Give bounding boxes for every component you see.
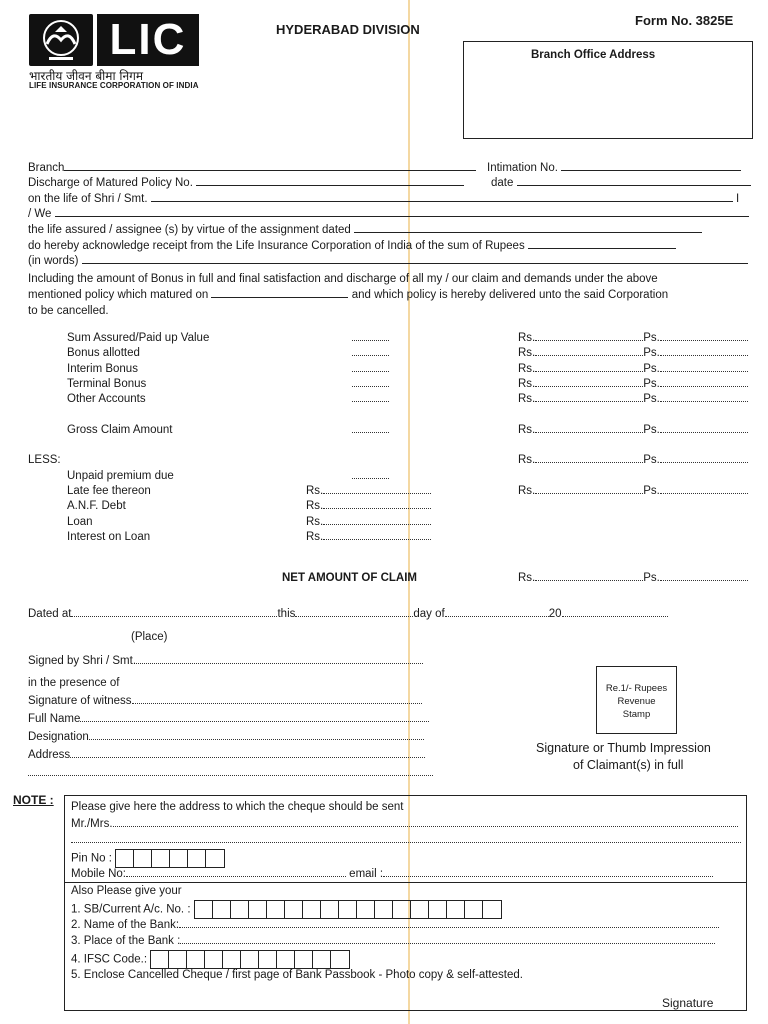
rs-ps-row: Rs. Ps. [518, 363, 748, 375]
dated-at-label: Dated at [28, 608, 72, 620]
lic-english-name: LIFE INSURANCE CORPORATION OF INDIA [29, 81, 199, 90]
rs-ps-row: Rs. Ps. [518, 424, 748, 436]
assured-label: the life assured / assignee (s) by virtue of the assignment dated [28, 224, 351, 236]
ifsc-line [71, 950, 350, 969]
dated-at-field[interactable] [71, 608, 277, 617]
bank-name-field[interactable] [179, 919, 719, 928]
gross-claim-label: Gross Claim Amount [67, 424, 173, 436]
rs-ps-row: Rs. Ps. [518, 332, 748, 344]
address-line [28, 749, 425, 761]
bank-place-field[interactable] [180, 935, 715, 944]
rs-field[interactable] [535, 393, 643, 402]
rs-field[interactable] [535, 485, 643, 494]
matured-line [28, 289, 668, 301]
signature-label: Signature [662, 996, 714, 1010]
acknowledge-label: do hereby acknowledge receipt from the Life Insurance Corporation of India of the sum of Rupees [28, 240, 525, 252]
life-of-line [28, 193, 739, 205]
ps-field[interactable] [660, 332, 748, 341]
account-number-boxes[interactable] [194, 900, 502, 919]
note-label: NOTE : [13, 793, 54, 807]
sb-account-line [71, 900, 502, 919]
claimant-signature-label-2: of Claimant(s) in full [573, 758, 684, 772]
bank-name-label: 2. Name of the Bank: [71, 919, 180, 931]
we-label: / We [28, 208, 52, 220]
rs-field[interactable] [535, 572, 643, 581]
lic-logo-text: LIC [97, 14, 199, 66]
amount-item: Sum Assured/Paid up Value [67, 332, 210, 344]
note-divider [64, 882, 747, 883]
branch-office-label: Branch Office Address [531, 49, 656, 61]
including-text: Including the amount of Bonus in full and final satisfaction and discharge of all my / our claim and demands under the above [28, 273, 658, 285]
date-field[interactable] [517, 177, 751, 186]
net-amount-label: NET AMOUNT OF CLAIM [282, 572, 418, 584]
rs-ps-row: Rs. Ps. [518, 572, 748, 584]
witness-field[interactable] [132, 695, 422, 704]
enclose-instruction: 5. Enclose Cancelled Cheque / first page of Bank Passbook - Photo copy & self-attested. [71, 969, 523, 981]
rs-ps-row: Rs. Ps. [518, 454, 748, 466]
branch-field[interactable] [64, 162, 476, 171]
this-label: this [277, 608, 296, 620]
matured-on-label: mentioned policy which matured on [28, 289, 209, 301]
deduction-rs: Rs. [306, 485, 431, 497]
day-of-field[interactable] [445, 608, 549, 617]
life-of-label: on the life of Shri / Smt. [28, 193, 148, 205]
mobile-line [71, 868, 713, 880]
year-prefix: 20 [548, 608, 562, 620]
branch-line [28, 162, 476, 174]
rs-field[interactable] [535, 454, 643, 463]
assured-line [28, 224, 702, 236]
witness-label: Signature of witness [28, 695, 132, 707]
amount-mid-dots [352, 332, 389, 344]
branch-label: Branch [28, 162, 65, 174]
rs-field[interactable] [535, 378, 643, 387]
amount-item: Other Accounts [67, 393, 146, 405]
life-of-suffix: I [735, 193, 740, 205]
date-label: date [491, 177, 514, 189]
intimation-label: Intimation No. [487, 162, 558, 174]
in-words-field[interactable] [82, 255, 748, 264]
full-name-line [28, 713, 429, 725]
discharge-line [28, 177, 464, 189]
full-name-label: Full Name [28, 713, 81, 725]
email-field[interactable] [383, 868, 713, 877]
lic-logo [29, 14, 199, 66]
designation-field[interactable] [89, 731, 424, 740]
amount-mid-dots [352, 347, 389, 359]
amount-item: Interim Bonus [67, 363, 138, 375]
stamp-text: Stamp [622, 709, 651, 720]
deduction-rs: Rs. [306, 500, 431, 512]
amount-mid-dots [352, 393, 389, 405]
ps-field[interactable] [660, 454, 748, 463]
rs-field[interactable] [535, 363, 643, 372]
delivered-label: and which policy is hereby delivered unto the said Corporation [351, 289, 669, 301]
mobile-field[interactable] [126, 868, 346, 877]
sb-account-label: 1. SB/Current A/c. No. : [71, 903, 191, 916]
deduction-item: Loan [67, 516, 93, 528]
cancelled-text: to be cancelled. [28, 305, 109, 317]
rs-ps-row: Rs. Ps. [518, 347, 748, 359]
bank-place-line [71, 935, 715, 947]
pin-line [71, 849, 225, 868]
address-line-2 [28, 767, 433, 779]
acknowledge-line [28, 240, 676, 252]
stamp-text: Re.1/- Rupees [605, 683, 668, 694]
amount-mid-dots [352, 363, 389, 375]
year-field[interactable] [562, 608, 668, 617]
ps-field[interactable] [660, 572, 748, 581]
presence-label: in the presence of [28, 677, 120, 689]
form-number: Form No. 3825E [635, 13, 734, 28]
address-label: Address [28, 749, 71, 761]
less-label: LESS: [28, 454, 61, 466]
ifsc-label: 4. IFSC Code.: [71, 953, 148, 966]
deduction-rs-field[interactable] [323, 516, 431, 525]
dated-line [28, 608, 668, 620]
policy-no-field[interactable] [196, 177, 464, 186]
deduction-rs-field[interactable] [323, 500, 431, 509]
deduction-item: Interest on Loan [67, 531, 151, 543]
day-of-label: day of [413, 608, 445, 620]
we-line [28, 208, 749, 220]
lic-emblem-icon [29, 14, 93, 66]
signed-by-field[interactable] [136, 655, 423, 664]
assignment-date-field[interactable] [354, 224, 702, 233]
designation-line [28, 731, 424, 743]
address-field-2[interactable] [28, 767, 433, 776]
deduction-item: Late fee thereon [67, 485, 151, 497]
rs-ps-row: Rs. Ps. [518, 378, 748, 390]
in-words-label: (in words) [28, 255, 79, 267]
amount-item: Terminal Bonus [67, 378, 147, 390]
pin-label: Pin No : [71, 852, 112, 865]
address-field[interactable] [70, 749, 425, 758]
ps-field[interactable] [660, 378, 748, 387]
designation-label: Designation [28, 731, 89, 743]
address-field[interactable] [71, 834, 741, 843]
claimant-signature-label: Signature or Thumb Impression [536, 741, 711, 755]
revenue-stamp-box[interactable] [596, 666, 677, 734]
intimation-field[interactable] [561, 162, 741, 171]
ps-field[interactable] [660, 347, 748, 356]
intimation-line [487, 162, 741, 174]
email-label: email : [349, 868, 384, 880]
address-dotted-line [71, 834, 741, 846]
deduction-item: A.N.F. Debt [67, 500, 126, 512]
rupees-field[interactable] [528, 240, 676, 249]
rs-ps-row: Rs. Ps. [518, 393, 748, 405]
full-name-field[interactable] [80, 713, 429, 722]
bank-place-label: 3. Place of the Bank : [71, 935, 181, 947]
matured-on-field[interactable] [211, 289, 348, 298]
rs-field[interactable] [535, 332, 643, 341]
amount-mid-dots [352, 470, 389, 482]
deduction-rs-field[interactable] [323, 531, 431, 540]
address-prompt: Please give here the address to which the cheque should be sent [71, 801, 404, 813]
rs-field[interactable] [535, 424, 643, 433]
signed-by-line [28, 655, 423, 667]
this-field[interactable] [295, 608, 413, 617]
ifsc-input-boxes[interactable] [150, 950, 350, 969]
signed-by-label: Signed by Shri / Smt. [28, 655, 137, 667]
stamp-text: Revenue [617, 696, 656, 707]
mr-mrs-line [71, 818, 738, 830]
witness-line [28, 695, 422, 707]
deduction-rs-field[interactable] [323, 485, 431, 494]
also-label: Also Please give your [71, 885, 182, 897]
life-of-field[interactable] [151, 193, 733, 202]
we-field[interactable] [55, 208, 749, 217]
rs-ps-row: Rs. Ps. [518, 485, 748, 497]
ps-field[interactable] [660, 485, 748, 494]
ps-field[interactable] [660, 363, 748, 372]
division-title: HYDERABAD DIVISION [276, 22, 420, 37]
mr-mrs-field[interactable] [113, 818, 738, 827]
discharge-label: Discharge of Matured Policy No. [28, 177, 193, 189]
pin-input-boxes[interactable] [115, 849, 225, 868]
deduction-item: Unpaid premium due [67, 470, 174, 482]
lic-hindi-name: भारतीय जीवन बीमा निगम [29, 69, 144, 83]
date-line [491, 177, 751, 189]
ps-field[interactable] [660, 424, 748, 433]
mobile-label: Mobile No: [71, 868, 126, 880]
branch-office-address-box[interactable] [463, 41, 753, 139]
deduction-rs: Rs. [306, 516, 431, 528]
rs-field[interactable] [535, 347, 643, 356]
amount-mid-dots [352, 424, 389, 436]
in-words-line [28, 255, 748, 267]
amount-mid-dots [352, 378, 389, 390]
mr-mrs-label: Mr./Mrs. [71, 818, 113, 830]
amount-item: Bonus allotted [67, 347, 140, 359]
bank-name-line [71, 919, 719, 931]
deduction-rs: Rs. [306, 531, 431, 543]
ps-field[interactable] [660, 393, 748, 402]
place-label: (Place) [131, 631, 168, 643]
